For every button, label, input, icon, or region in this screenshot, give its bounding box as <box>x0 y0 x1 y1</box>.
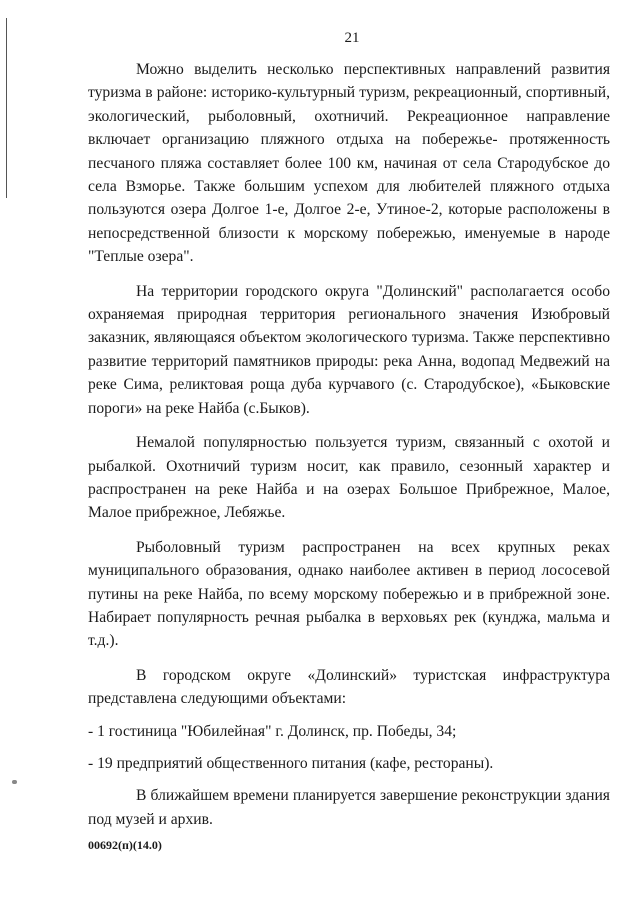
list-item-hotel: - 1 гостиница "Юбилейная" г. Долинск, пр. Победы, 34; <box>88 722 457 740</box>
paragraph-fishing-tourism: Рыболовный туризм распространен на всех крупных реках муниципального образования, однако наиболее активен в период лососевой путины на реке Найба, по всему морскому побережью и в прибрежной зоне. Набирает популярность речная рыбалка в верховьях рек (кунджа, мальма и т.д.). <box>88 538 610 650</box>
left-margin-rule <box>6 18 7 198</box>
margin-mark <box>12 780 17 784</box>
paragraph-tourism-directions: Можно выделить несколько перспективных направлений развития туризма в районе: историко-культурный туризм, рекреационный, спортивный, экологический, рыболовный, охотничий. Рекреационное направление включает организацию пляжного отдыха на побережье- протяженность песчаного пляжа составляет более 100 км, начиная от села Стародубское до села Взморье. Также большим успехом для любителей пляжного отдыха пользуются озера Долгое 1-е, Долгое 2-е, Утиное-2, которые расположены в непосредственной близости к морскому побережью, именуемые в народе "Теплые озера". <box>88 61 610 266</box>
page-number: 21 <box>344 30 360 46</box>
document-code: 00692(п)(14.0) <box>88 838 162 852</box>
paragraph-closing: В ближайшем времени планируется завершение реконструкции здания под музей и архив. <box>88 787 610 828</box>
document-body <box>88 58 610 842</box>
paragraph-hunting-tourism: Немалой популярностью пользуется туризм, связанный с охотой и рыбалкой. Охотничий туризм носит, как правило, сезонный характер и распространен на реке Найба и на озерах Большое Прибрежное, Малое, Малое прибрежное, Лебяжье. <box>88 434 610 522</box>
paragraph-infrastructure-intro: В городском округе «Долинский» туристская инфраструктура представлена следующими объектами: <box>88 666 610 708</box>
paragraph-protected-territory: На территории городского округа "Долинский" располагается особо охраняемая природная территория регионального значения Изюбровый заказник, являющаяся объектом экологического туризма. Также перспективно развитие территорий памятников природы: река Анна, водопад Медвежий на реке Сима, реликтовая роща дуба курчавого (с. Стародубское), «Быковские пороги» на реке Найба (с.Быков). <box>88 282 610 417</box>
list-item-catering: - 19 предприятий общественного питания (кафе, рестораны). <box>88 754 494 772</box>
